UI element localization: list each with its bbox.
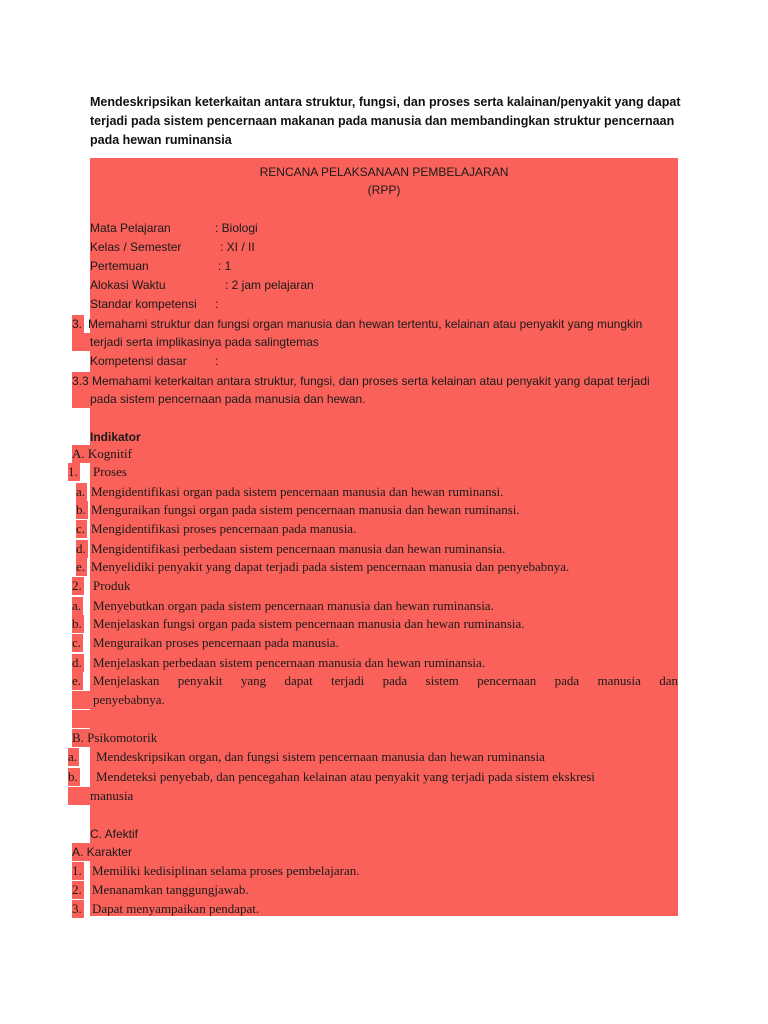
kd-value: : — [215, 354, 219, 368]
sk-line-1: Memahami struktur dan fungsi organ manusia dan hewan tertentu, kelainan atau penyakit yang mungkin — [88, 317, 643, 331]
produk-number: 2. — [72, 578, 82, 593]
produk-item-b — [72, 615, 84, 633]
karakter-item-3 — [72, 900, 84, 918]
page-heading — [90, 93, 690, 150]
kd-line-1: Memahami keterkaitan antara struktur, fungsi, dan proses serta kelainan atau penyakit yang dapat terjadi — [92, 374, 650, 388]
afektif-heading: C. Afektif — [90, 827, 139, 841]
proses-item-e — [76, 558, 87, 576]
produk-item-d-marker: d. — [72, 655, 82, 670]
karakter-item-3-text: Dapat menyampaikan pendapat. — [92, 901, 260, 916]
proses-num-wrap — [68, 463, 80, 481]
blank-highlight — [72, 710, 90, 728]
kognitif-heading: A. Kognitif — [72, 446, 132, 461]
proses-item-e-text: Menyelidiki penyakit yang dapat terjadi pada sistem pencernaan manusia dan penyebabnya. — [91, 559, 570, 574]
produk-item-e-marker: e. — [72, 673, 82, 688]
rpp-subtitle: (RPP) — [367, 183, 401, 197]
field-pertemuan-label: Pertemuan — [90, 259, 149, 273]
proses-item-c-marker: c. — [76, 521, 86, 536]
indikator-title: Indikator — [90, 430, 141, 444]
produk-item-e-line-1: Menjelaskan penyakit yang dapat terjadi pada sistem pencernaan pada manusia dan — [93, 673, 678, 688]
proses-item-a — [76, 483, 87, 501]
sk-line-2: terjadi serta implikasinya pada salingtemas — [72, 333, 321, 351]
psiko-item-b-line-1: Mendeteksi penyebab, dan pencegahan kelainan atau penyakit yang terjadi pada sistem ekskresi — [96, 769, 595, 784]
proses-item-e-marker: e. — [76, 559, 86, 574]
produk-item-e-line-2: penyebabnya. — [72, 691, 167, 709]
kognitif-wrap — [72, 445, 134, 463]
kd-line-2-wrap — [72, 390, 368, 408]
produk-item-b-marker: b. — [72, 616, 82, 631]
produk-item-a — [72, 597, 83, 615]
psiko-item-b — [68, 768, 80, 786]
field-alokasi-value: : 2 jam pelajaran — [225, 278, 314, 292]
produk-item-e-line-2-wrap — [72, 691, 167, 709]
psiko-item-b-line-2-wrap — [68, 787, 135, 805]
proses-item-b-text: Menguraikan fungsi organ pada sistem pencernaan manusia dan hewan ruminansi. — [91, 502, 520, 517]
produk-item-c — [72, 634, 83, 652]
heading-text: Mendeskripsikan keterkaitan antara struktur, fungsi, dan proses serta kalainan/penyakit yang dapat terjadi pada sistem pencernaan makanan pada manusia dan membandingkan struktur pencernaan pada hewan ruminansia — [90, 95, 681, 147]
karakter-item-3-marker: 3. — [72, 901, 82, 916]
kd-label: Kompetensi dasar — [90, 354, 187, 368]
field-mata-pelajaran-value: : Biologi — [215, 221, 258, 235]
produk-num-wrap — [72, 577, 84, 595]
sk-number: 3. — [72, 317, 83, 331]
field-kelas-label: Kelas / Semester — [90, 240, 182, 254]
proses-item-d-marker: d. — [76, 541, 86, 556]
proses-item-b — [76, 501, 88, 519]
field-standar-label: Standar kompetensi — [90, 297, 197, 311]
karakter-item-1-text: Memiliki kedisiplinan selama proses pembelajaran. — [92, 863, 360, 878]
field-kelas-value: : XI / II — [220, 240, 255, 254]
sk-item — [72, 315, 84, 333]
proses-item-a-text: Mengidentifikasi organ pada sistem pencernaan manusia dan hewan ruminansi. — [91, 484, 504, 499]
karakter-item-2-text: Menanamkan tanggungjawab. — [92, 882, 249, 897]
proses-item-d — [76, 540, 88, 558]
psikomotorik-wrap — [72, 729, 159, 747]
karakter-item-1 — [72, 862, 84, 880]
karakter-heading: A. Karakter — [72, 845, 133, 859]
karakter-item-2-marker: 2. — [72, 882, 82, 897]
field-alokasi-label: Alokasi Waktu — [90, 278, 166, 292]
kd-number: 3.3 — [72, 374, 89, 388]
proses-heading: Proses — [93, 464, 127, 479]
rpp-title: RENCANA PELAKSANAAN PEMBELAJARAN — [259, 165, 509, 179]
karakter-item-2 — [72, 881, 84, 899]
psiko-item-b-line-2: manusia — [68, 787, 135, 805]
kd-line-2: pada sistem pencernaan pada manusia dan hewan. — [72, 390, 368, 408]
produk-item-a-text: Menyebutkan organ pada sistem pencernaan manusia dan hewan ruminansia. — [93, 598, 494, 613]
proses-item-d-text: Mengidentifikasi perbedaan sistem pencernaan manusia dan hewan ruminansia. — [91, 541, 506, 556]
produk-item-d-text: Menjelaskan perbedaan sistem pencernaan manusia dan hewan ruminansia. — [93, 655, 486, 670]
field-standar-value: : — [215, 297, 219, 311]
produk-item-c-marker: c. — [72, 635, 82, 650]
karakter-item-1-marker: 1. — [72, 863, 82, 878]
produk-item-e — [72, 672, 83, 690]
produk-item-d — [72, 654, 84, 672]
psiko-item-a-text: Mendeskripsikan organ, dan fungsi sistem pencernaan manusia dan hewan ruminansia — [96, 749, 545, 764]
produk-item-c-text: Menguraikan proses pencernaan pada manusia. — [93, 635, 339, 650]
field-mata-pelajaran-label: Mata Pelajaran — [90, 221, 171, 235]
kd-item — [72, 372, 91, 390]
produk-heading: Produk — [93, 578, 131, 593]
proses-item-c — [76, 520, 87, 538]
psiko-item-b-marker: b. — [68, 769, 78, 784]
karakter-wrap — [72, 843, 134, 861]
sk-line-2-wrap — [72, 333, 321, 351]
proses-item-c-text: Mengidentifikasi proses pencernaan pada manusia. — [91, 521, 357, 536]
psiko-item-a-marker: a. — [68, 749, 78, 764]
psikomotorik-heading: B. Psikomotorik — [72, 730, 158, 745]
psiko-item-a — [68, 748, 79, 766]
proses-number: 1. — [68, 464, 78, 479]
produk-item-a-marker: a. — [72, 598, 82, 613]
field-pertemuan-value: : 1 — [218, 259, 232, 273]
proses-item-a-marker: a. — [76, 484, 86, 499]
proses-item-b-marker: b. — [76, 502, 86, 517]
produk-item-b-text: Menjelaskan fungsi organ pada sistem pencernaan manusia dan hewan ruminansia. — [93, 616, 525, 631]
